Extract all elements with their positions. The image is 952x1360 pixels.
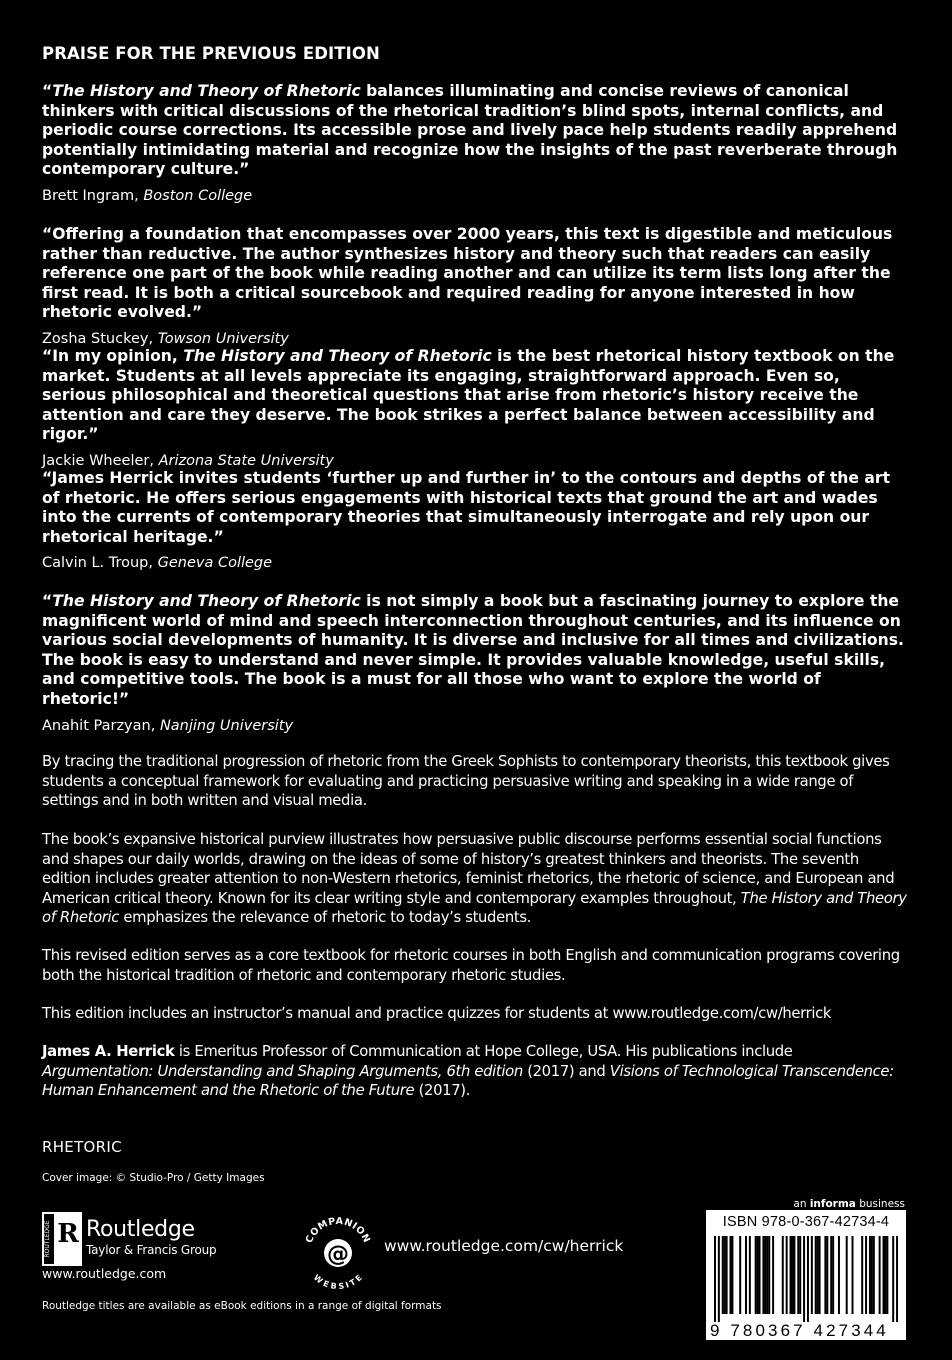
barcode-bar bbox=[726, 1236, 728, 1314]
review-2 bbox=[42, 225, 908, 348]
barcode-bar bbox=[879, 1236, 881, 1314]
barcode-bar bbox=[757, 1236, 759, 1314]
svg-text:@: @ bbox=[327, 1242, 349, 1267]
barcode-bar bbox=[768, 1236, 770, 1314]
cover-credit: Cover image: © Studio-Pro / Getty Images bbox=[42, 1172, 265, 1184]
review-4-quote: “James Herrick invites students ‘further up and further in’ to the contours and depths of the art of rhetoric. He offers serious engagements with historical texts that ground the art and wades into the currents of contemporary theories that simultaneously interrogate and rely upon our rhetorical heritage.” bbox=[42, 469, 891, 546]
review-5-quote: “The History and Theory of Rhetoric is not simply a book but a fascinating journey to explore the magnificent world of mind and speech interconnection throughout centuries, and its influence on various social developments of humanity. It is diverse and inclusive for all times and civilizations. The book is easy to understand and never simple. It provides valuable knowledge, useful skills, and competitive tools. The book is a must for all those who want to explore the world of rhetoric!” bbox=[42, 592, 904, 708]
barcode-bar bbox=[807, 1236, 809, 1322]
review-1-quote: “The History and Theory of Rhetoric balances illuminating and concise reviews of canonical thinkers with critical discussions of the rhetorical tradition’s blind spots, internal conflicts, and periodic course corrections. Its accessible prose and lively pace help students readily apprehend potentially intimidating material and recognize how the insights of the past reverberate through contemporary culture.” bbox=[42, 82, 898, 179]
review-1-attribution: Brett Ingram, Boston College bbox=[42, 187, 253, 204]
barcode-bar bbox=[896, 1236, 898, 1322]
svg-text:COMPANION: COMPANION bbox=[303, 1215, 373, 1245]
author-bio: James A. Herrick is Emeritus Professor of Communication at Hope College, USA. His publications include Argumentation: Understanding and Shaping Arguments, 6th edition (2017) and Visions of Technological Transcendence: Human Enhancement and the Rhetoric of the Future (2017). bbox=[42, 1043, 894, 1100]
barcode-bar bbox=[745, 1236, 747, 1314]
publisher-brand bbox=[86, 1218, 216, 1258]
barcode-bar bbox=[714, 1236, 716, 1322]
barcode-bar bbox=[883, 1236, 885, 1314]
barcode-bar bbox=[786, 1236, 788, 1314]
barcode-bar bbox=[759, 1236, 761, 1314]
ebook-note: Routledge titles are available as eBook editions in a range of digital formats bbox=[42, 1300, 442, 1312]
barcode-bars bbox=[714, 1236, 898, 1322]
informa-business: an informa business bbox=[793, 1198, 905, 1210]
description-paragraph-2: The book’s expansive historical purview illustrates how persuasive public discourse performs essential social functions and shapes our daily worlds, drawing on the ideas of some of history’s greatest thinkers and theorists. The seventh edition includes greater attention to non-Western rhetorics, feminist rhetorics, the rhetoric of science, and European and American critical theory. Known for its clear writing style and contemporary examples throughout, The History and Theory of Rhetoric emphasizes the relevance of rhetoric to today’s students. bbox=[42, 831, 907, 927]
barcode-bar bbox=[782, 1236, 784, 1314]
barcode-bar bbox=[817, 1236, 819, 1314]
book-title: The History and Theory of Rhetoric bbox=[183, 347, 492, 365]
review-1 bbox=[42, 82, 908, 205]
barcode-bar bbox=[832, 1236, 834, 1314]
publisher-url[interactable]: www.routledge.com bbox=[42, 1266, 167, 1281]
barcode-bar bbox=[797, 1236, 799, 1314]
barcode-bar bbox=[869, 1236, 871, 1314]
barcode-bar bbox=[729, 1236, 731, 1314]
barcode-bar bbox=[762, 1236, 764, 1314]
barcode-bar bbox=[819, 1236, 821, 1314]
barcode-bar bbox=[892, 1236, 894, 1322]
barcode-bar bbox=[884, 1236, 886, 1314]
description-paragraph-3: This revised edition serves as a core textbook for rhetoric courses in both English and communication programs covering both the historical tradition of rhetoric and contemporary rhetoric studies. bbox=[42, 947, 900, 984]
book-title: The History and Theory of Rhetoric bbox=[52, 592, 361, 610]
barcode-bar bbox=[811, 1236, 813, 1314]
barcode-bar bbox=[791, 1236, 793, 1314]
companion-website-url[interactable]: www.routledge.com/cw/herrick bbox=[384, 1237, 624, 1255]
barcode-bar bbox=[824, 1236, 826, 1314]
isbn-label: ISBN 978-0-367-42734-4 bbox=[722, 1214, 890, 1230]
barcode-bar bbox=[846, 1236, 848, 1314]
review-4-attribution: Calvin L. Troup, Geneva College bbox=[42, 555, 273, 572]
routledge-logo-icon bbox=[42, 1212, 82, 1266]
book-title: The History and Theory of Rhetoric bbox=[52, 82, 361, 100]
barcode-bar bbox=[793, 1236, 795, 1314]
barcode-bar bbox=[724, 1236, 726, 1314]
barcode-bar bbox=[764, 1236, 766, 1314]
barcode-bar bbox=[722, 1236, 724, 1314]
barcode-bar bbox=[766, 1236, 768, 1314]
barcode-bar bbox=[838, 1236, 840, 1314]
author-name: James A. Herrick bbox=[42, 1043, 175, 1060]
barcode-bar bbox=[815, 1236, 817, 1314]
review-5 bbox=[42, 592, 908, 735]
review-3-attribution: Jackie Wheeler, Arizona State University bbox=[42, 452, 334, 469]
review-3 bbox=[42, 347, 908, 470]
svg-text:ROUTLEDGE: ROUTLEDGE bbox=[44, 1220, 51, 1258]
barcode-bar bbox=[731, 1236, 733, 1314]
barcode-bar bbox=[718, 1236, 720, 1322]
barcode-bar bbox=[799, 1236, 801, 1314]
barcode-bar bbox=[830, 1236, 832, 1314]
review-4 bbox=[42, 469, 908, 572]
barcode-bar bbox=[886, 1236, 888, 1314]
barcode-bar bbox=[739, 1236, 741, 1314]
barcode-bar bbox=[873, 1236, 875, 1314]
companion-website-icon bbox=[300, 1214, 376, 1290]
description-paragraph-1: By tracing the traditional progression of rhetoric from the Greek Sophists to contemporary theorists, this textbook gives students a conceptual framework for evaluating and practicing persuasive writing and speaking in a wide range of settings and in both written and visual media. bbox=[42, 753, 890, 810]
svg-text:WEBSITE: WEBSITE bbox=[311, 1272, 365, 1290]
svg-text:R: R bbox=[57, 1219, 79, 1249]
review-2-quote: “Offering a foundation that encompasses over 2000 years, this text is digestible and meticulous rather than reductive. The author synthesizes history and theory such that readers can easily reference one part of the book while reading another and can utilize its term lists long after the first read. It is both a critical sourcebook and required reading for anyone interested in how rhetoric evolved.” bbox=[42, 225, 893, 322]
publisher-group: Taylor & Francis Group bbox=[86, 1243, 217, 1257]
barcode-bar bbox=[861, 1236, 863, 1314]
barcode-bar bbox=[749, 1236, 751, 1314]
praise-heading: PRAISE FOR THE PREVIOUS EDITION bbox=[42, 44, 380, 63]
barcode-bar bbox=[755, 1236, 757, 1314]
barcode-bar bbox=[852, 1236, 854, 1314]
isbn-barcode bbox=[706, 1210, 906, 1340]
subject-category: RHETORIC bbox=[42, 1138, 122, 1156]
barcode-bar bbox=[790, 1236, 792, 1314]
review-5-attribution: Anahit Parzyan, Nanjing University bbox=[42, 717, 294, 734]
barcode-bar bbox=[803, 1236, 805, 1322]
barcode-digits: 9 780367 427344 bbox=[710, 1321, 889, 1340]
publisher-name: Routledge bbox=[86, 1217, 195, 1242]
companion-note: This edition includes an instructor’s manual and practice quizzes for students at www.routledge.com/cw/herrick bbox=[42, 1005, 832, 1022]
barcode-bar bbox=[865, 1236, 867, 1314]
barcode-bar bbox=[871, 1236, 873, 1314]
review-3-quote: “In my opinion, The History and Theory of Rhetoric is the best rhetorical history textbook on the market. Students at all levels appreciate its engaging, straightforward approach. Even so, serious philosophical and theoretical questions that arise from rhetoric’s history receive the attention and care they deserve. The book strikes a perfect balance between accessibility and rigor.” bbox=[42, 347, 895, 444]
review-2-attribution: Zosha Stuckey, Towson University bbox=[42, 330, 289, 347]
barcode-bar bbox=[826, 1236, 828, 1314]
barcode-bar bbox=[772, 1236, 774, 1314]
